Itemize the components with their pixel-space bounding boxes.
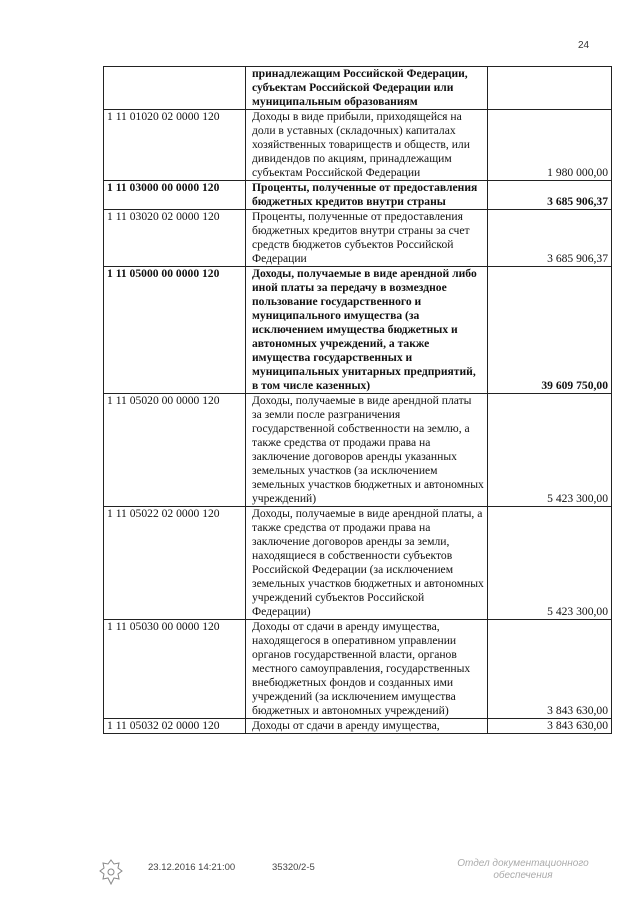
table-row — [104, 267, 612, 394]
amount-cell: 3 843 630,00 — [488, 620, 612, 719]
coat-of-arms-icon — [98, 858, 124, 888]
table-row — [104, 210, 612, 267]
revenue-name-cell: Доходы в виде прибыли, приходящейся на доли в уставных (складочных) капиталах хозяйственных товариществ и обществ, или дивидендов по акциям, принадлежащим субъектам Российской Федерации — [246, 110, 488, 181]
table-row — [104, 394, 612, 507]
amount-cell: 5 423 300,00 — [488, 507, 612, 620]
revenue-name-cell: Доходы, получаемые в виде арендной платы за земли после разграничения государственной собственности на землю, а также средства от продажи права на заключение договоров аренды указанных земельных участков (за исключением земельных участков бюджетных и автономных учреждений) — [246, 394, 488, 507]
department-stamp: Отдел документационного обеспечения — [457, 858, 589, 881]
revenue-name-cell: принадлежащим Российской Федерации, субъектам Российской Федерации или муниципальным образованиям — [246, 67, 488, 110]
table-row — [104, 719, 612, 734]
table-row — [104, 620, 612, 719]
budget-code-cell: 1 11 05020 00 0000 120 — [104, 394, 246, 507]
budget-code-cell: 1 11 03020 02 0000 120 — [104, 210, 246, 267]
table-row — [104, 67, 612, 110]
amount-cell: 1 980 000,00 — [488, 110, 612, 181]
revenue-name-cell: Проценты, полученные от предоставления бюджетных кредитов внутри страны за счет средств бюджетов субъектов Российской Федерации — [246, 210, 488, 267]
budget-code-cell: 1 11 05032 02 0000 120 — [104, 719, 246, 734]
page-number: 24 — [578, 40, 590, 51]
revenue-table — [103, 66, 612, 734]
amount-cell: 3 685 906,37 — [488, 210, 612, 267]
amount-cell: 5 423 300,00 — [488, 394, 612, 507]
budget-code-cell: 1 11 05000 00 0000 120 — [104, 267, 246, 394]
footer-datetime: 23.12.2016 14:21:00 — [148, 862, 236, 873]
budget-code-cell — [104, 67, 246, 110]
amount-cell: 3 843 630,00 — [488, 719, 612, 734]
budget-code-cell: 1 11 05030 00 0000 120 — [104, 620, 246, 719]
budget-code-cell: 1 11 01020 02 0000 120 — [104, 110, 246, 181]
revenue-name-cell: Доходы, получаемые в виде арендной либо иной платы за передачу в возмездное пользование государственного и муниципального имущества (за исключением имущества бюджетных и автономных учреждений, а также имущества государственных и муниципальных унитарных предприятий, в том числе казенных) — [246, 267, 488, 394]
table-row — [104, 110, 612, 181]
footer-doc-number: 35320/2-5 — [272, 862, 315, 873]
page-footer — [0, 858, 640, 898]
amount-cell: 39 609 750,00 — [488, 267, 612, 394]
revenue-name-cell: Проценты, полученные от предоставления бюджетных кредитов внутри страны — [246, 181, 488, 210]
budget-code-cell: 1 11 03000 00 0000 120 — [104, 181, 246, 210]
budget-code-cell: 1 11 05022 02 0000 120 — [104, 507, 246, 620]
revenue-name-cell: Доходы от сдачи в аренду имущества, — [246, 719, 488, 734]
revenue-name-cell: Доходы, получаемые в виде арендной платы, а также средства от продажи права на заключение договоров аренды за земли, находящиеся в собственности субъектов Российской Федерации (за исключением земельных участков бюджетных и автономных учреждений субъектов Российской Федерации) — [246, 507, 488, 620]
amount-cell — [488, 67, 612, 110]
table-row — [104, 181, 612, 210]
amount-cell: 3 685 906,37 — [488, 181, 612, 210]
revenue-name-cell: Доходы от сдачи в аренду имущества, находящегося в оперативном управлении органов государственной власти, органов местного самоуправления, государственных внебюджетных фондов и созданных ими учреждений (за исключением имущества бюджетных и автономных учреждений) — [246, 620, 488, 719]
table-row — [104, 507, 612, 620]
